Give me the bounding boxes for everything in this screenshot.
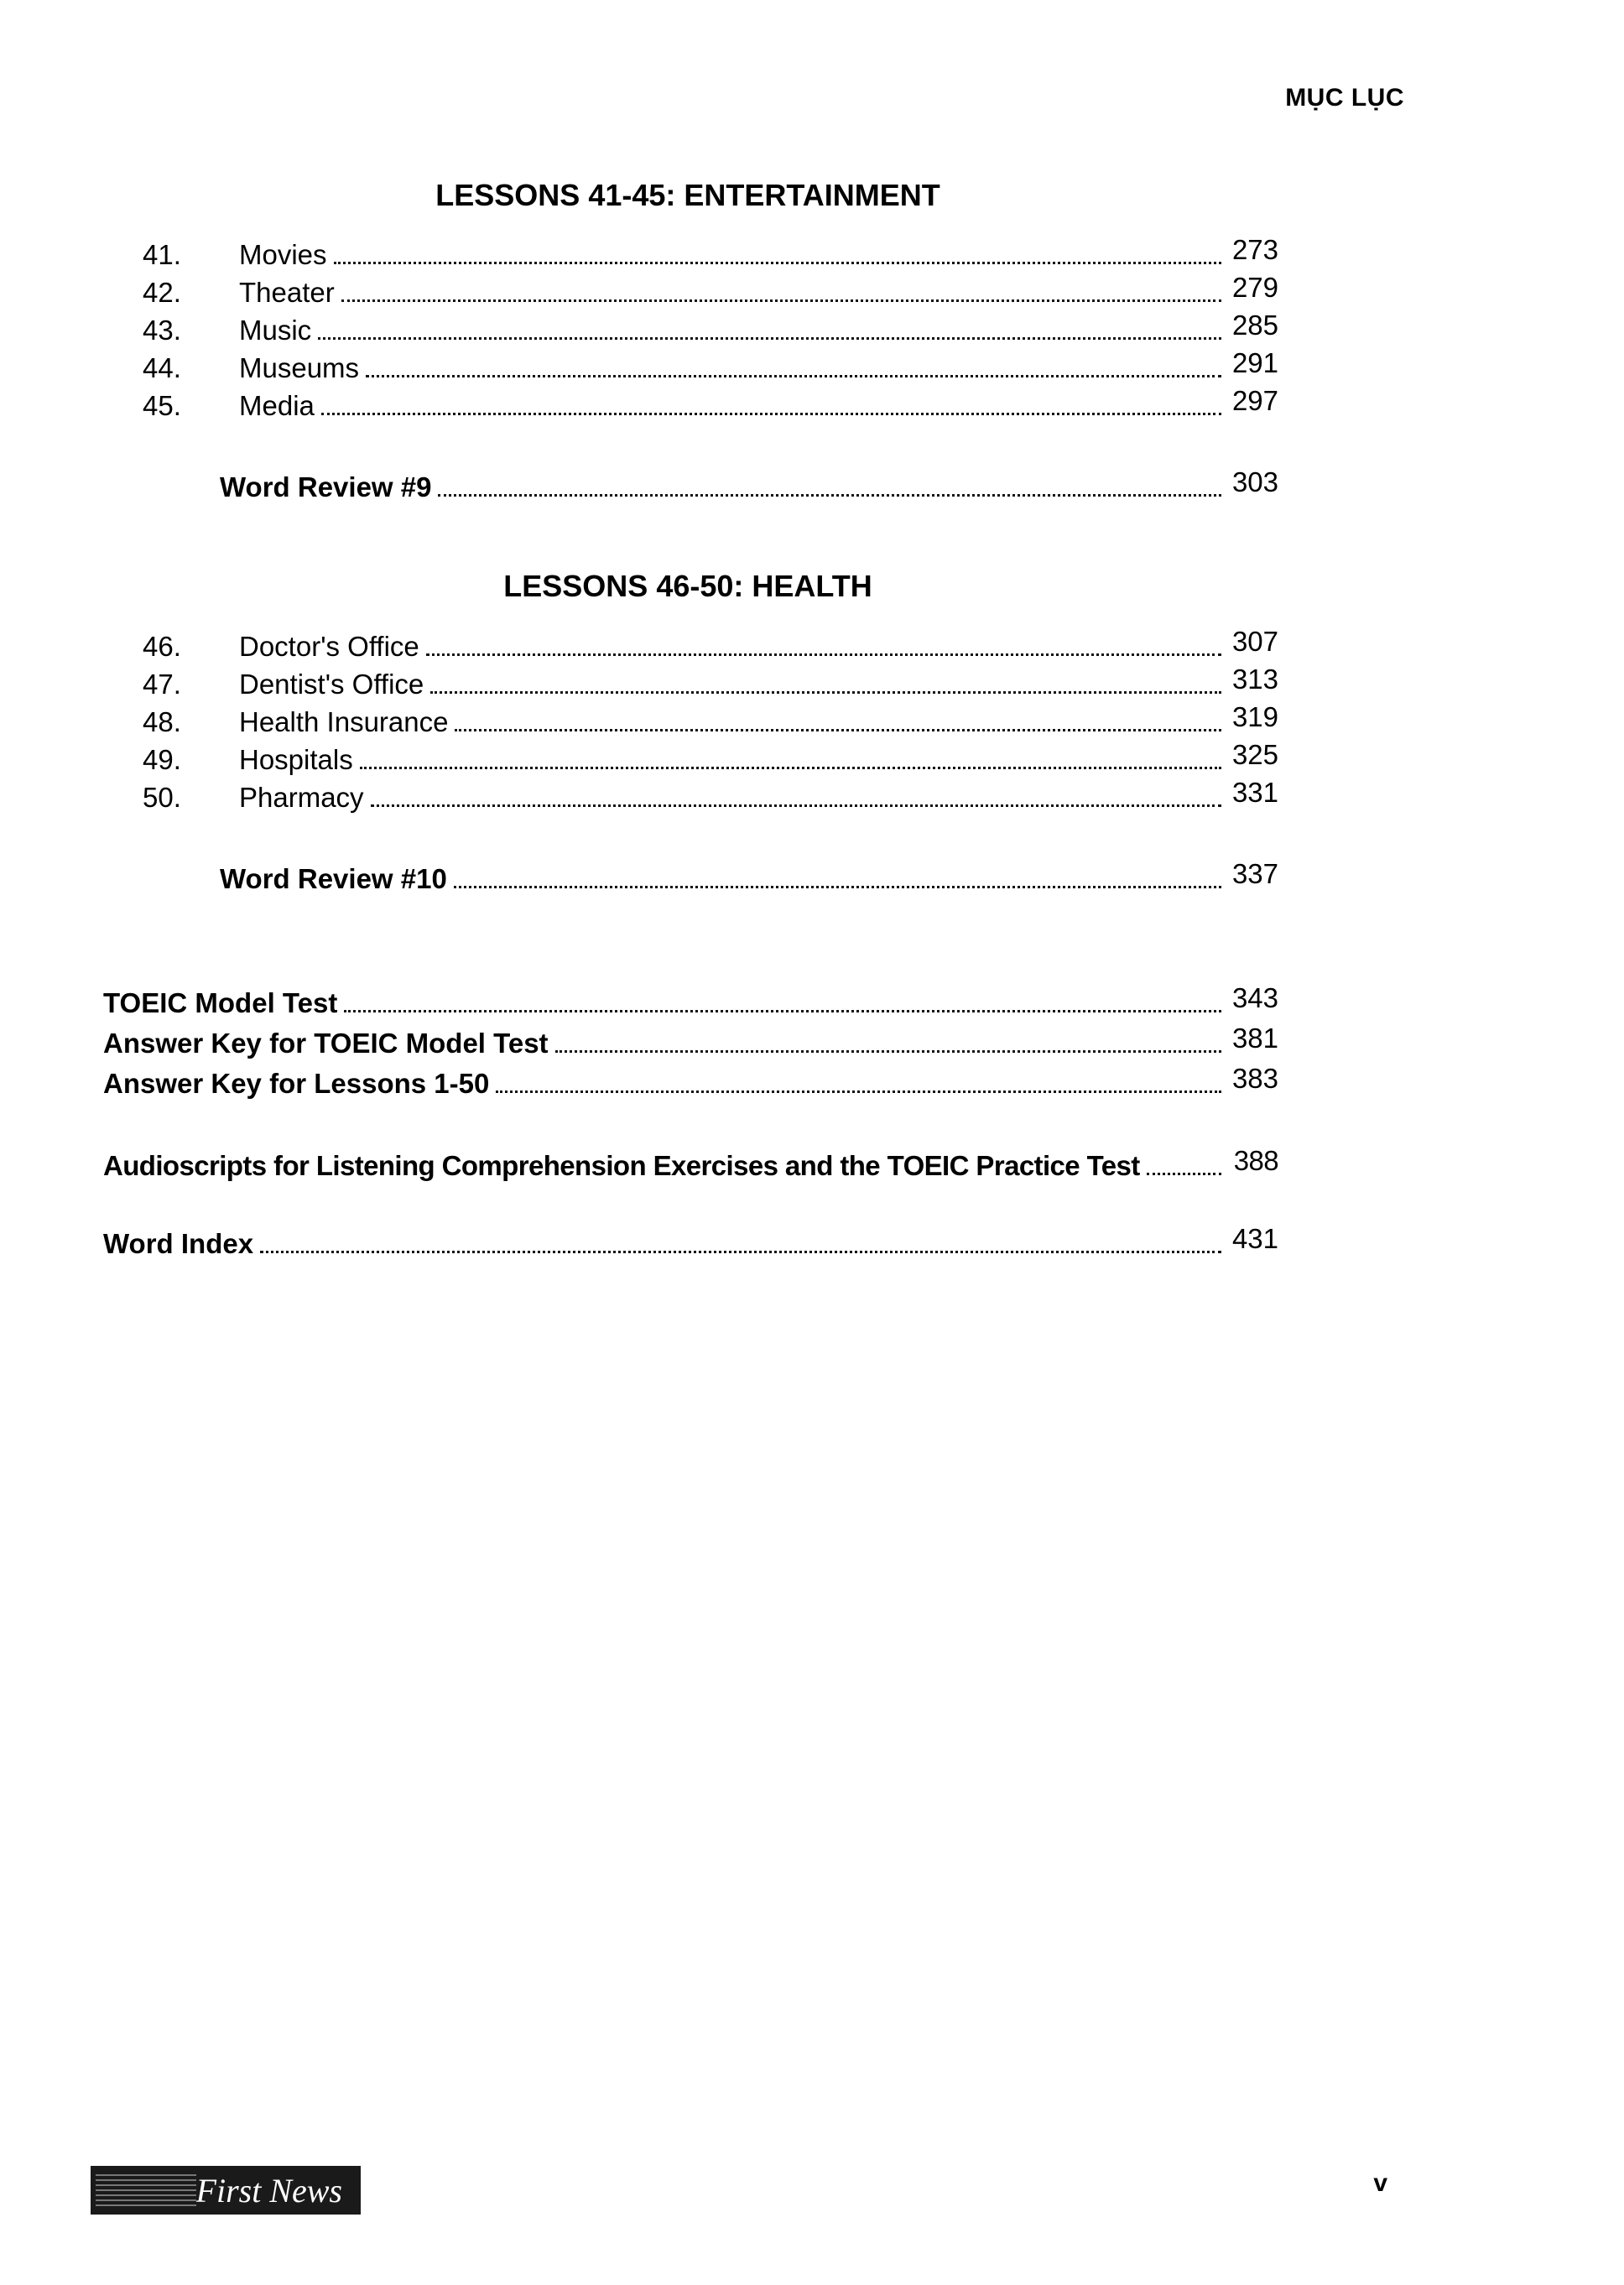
toc-entry[interactable] bbox=[126, 233, 1278, 272]
lesson-title: Hospitals bbox=[239, 744, 353, 775]
toc-entry-answer-key-lessons[interactable] bbox=[103, 1062, 1278, 1101]
page-ref: 343 bbox=[1231, 982, 1278, 1013]
page-ref: 307 bbox=[1231, 626, 1278, 657]
dot-leader bbox=[366, 375, 1221, 377]
dot-leader bbox=[496, 1090, 1221, 1093]
toc-entry-answer-key-model-test[interactable] bbox=[103, 1022, 1278, 1060]
review-title: Word Review #9 bbox=[220, 471, 432, 502]
lesson-title: Movies bbox=[239, 239, 327, 270]
review-title: Word Review #10 bbox=[220, 863, 447, 894]
toc-entry[interactable] bbox=[126, 663, 1278, 701]
page-ref: 325 bbox=[1231, 739, 1278, 770]
dot-leader bbox=[454, 886, 1221, 888]
dot-leader bbox=[426, 653, 1221, 656]
page-ref: 273 bbox=[1231, 234, 1278, 265]
dot-leader bbox=[455, 729, 1221, 731]
lesson-number: 41. bbox=[143, 239, 181, 270]
dot-leader bbox=[334, 262, 1221, 264]
page-ref: 383 bbox=[1231, 1063, 1278, 1094]
toc-entry[interactable] bbox=[126, 309, 1278, 347]
appendix-title: Word Index bbox=[103, 1228, 254, 1259]
page-ref: 285 bbox=[1231, 310, 1278, 341]
lesson-number: 49. bbox=[143, 744, 181, 775]
lesson-number: 46. bbox=[143, 631, 181, 662]
appendix-title: TOEIC Model Test bbox=[103, 987, 338, 1018]
lesson-number: 43. bbox=[143, 315, 181, 346]
appendix-title: Answer Key for TOEIC Model Test bbox=[103, 1028, 549, 1059]
page-ref: 331 bbox=[1231, 777, 1278, 808]
section-title-entertainment: LESSONS 41-45: ENTERTAINMENT bbox=[435, 178, 940, 212]
page-ref: 297 bbox=[1231, 385, 1278, 416]
lesson-number: 47. bbox=[143, 669, 181, 700]
toc-entry[interactable] bbox=[126, 346, 1278, 385]
lesson-title: Health Insurance bbox=[239, 706, 449, 737]
page-ref: 291 bbox=[1231, 347, 1278, 378]
dot-leader bbox=[371, 804, 1221, 807]
lesson-title: Media bbox=[239, 390, 315, 421]
toc-entry[interactable] bbox=[126, 776, 1278, 815]
dot-leader bbox=[438, 494, 1221, 497]
dot-leader bbox=[341, 299, 1221, 302]
lesson-title: Museums bbox=[239, 352, 360, 383]
toc-entry[interactable] bbox=[126, 271, 1278, 310]
publisher-brand: First News bbox=[195, 2171, 342, 2210]
lesson-number: 44. bbox=[143, 352, 181, 383]
toc-entry-word-review[interactable] bbox=[220, 857, 1278, 896]
page-ref: 313 bbox=[1231, 664, 1278, 695]
publisher-logo bbox=[91, 2166, 361, 2215]
page-number: v bbox=[1373, 2169, 1387, 2197]
page-ref: 381 bbox=[1231, 1023, 1278, 1054]
page-header: MỤC LỤC bbox=[1285, 84, 1404, 112]
logo-stripes bbox=[96, 2174, 196, 2206]
dot-leader bbox=[260, 1251, 1221, 1253]
dot-leader bbox=[1147, 1173, 1221, 1175]
toc-entry[interactable] bbox=[126, 384, 1278, 423]
lesson-title: Theater bbox=[239, 277, 335, 308]
lesson-title: Dentist's Office bbox=[239, 669, 424, 700]
page-ref: 337 bbox=[1231, 858, 1278, 889]
lesson-number: 48. bbox=[143, 706, 181, 737]
section-title-health: LESSONS 46-50: HEALTH bbox=[503, 569, 872, 603]
appendix-title: Answer Key for Lessons 1-50 bbox=[103, 1068, 490, 1099]
page-ref: 303 bbox=[1231, 466, 1278, 497]
page-ref: 279 bbox=[1231, 272, 1278, 303]
toc-entry-word-review[interactable] bbox=[220, 466, 1278, 504]
dot-leader bbox=[360, 767, 1221, 769]
appendix-title: Audioscripts for Listening Comprehension Exercises and the TOEIC Practice Test bbox=[103, 1150, 1140, 1181]
lesson-title: Music bbox=[239, 315, 312, 346]
page-ref: 319 bbox=[1231, 701, 1278, 732]
lesson-number: 42. bbox=[143, 277, 181, 308]
lesson-title: Pharmacy bbox=[239, 782, 364, 813]
lesson-number: 50. bbox=[143, 782, 181, 813]
toc-entry-word-index[interactable] bbox=[103, 1222, 1278, 1261]
toc-entry[interactable] bbox=[126, 700, 1278, 739]
page-ref: 388 bbox=[1233, 1145, 1278, 1176]
dot-leader bbox=[318, 337, 1221, 340]
toc-entry[interactable] bbox=[126, 738, 1278, 777]
dot-leader bbox=[321, 413, 1221, 415]
lesson-number: 45. bbox=[143, 390, 181, 421]
toc-entry-toeic-model-test[interactable] bbox=[103, 981, 1278, 1020]
page-ref: 431 bbox=[1231, 1223, 1278, 1254]
lesson-title: Doctor's Office bbox=[239, 631, 419, 662]
toc-entry-audioscripts[interactable] bbox=[103, 1144, 1278, 1183]
dot-leader bbox=[430, 691, 1221, 694]
toc-entry[interactable] bbox=[126, 625, 1278, 664]
dot-leader bbox=[555, 1050, 1221, 1053]
dot-leader bbox=[344, 1010, 1221, 1012]
